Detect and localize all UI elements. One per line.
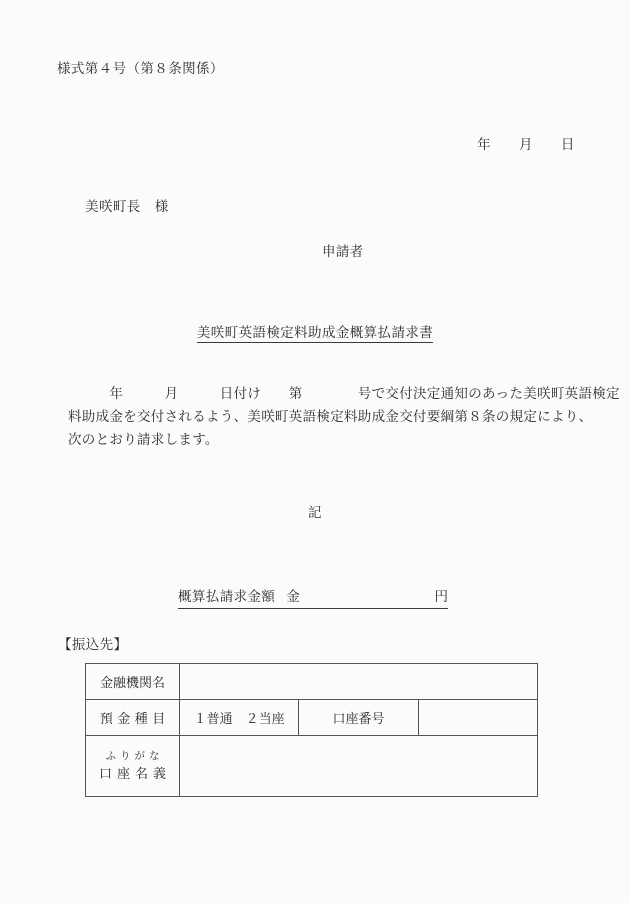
deposit-type-options[interactable]: １普通 ２当座 [180, 700, 299, 736]
bank-institution-value[interactable] [180, 664, 538, 700]
bank-institution-label: 金融機関名 [86, 664, 180, 700]
addressee-honorific: 様 [154, 198, 169, 214]
date-month-label: 月 [519, 136, 533, 152]
body-line-3: 次のとおり請求します。 [68, 432, 219, 447]
account-number-label: 口座番号 [299, 700, 418, 736]
date-year-label: 年 [477, 136, 492, 152]
deposit-type-label [86, 700, 180, 736]
document-title [0, 326, 630, 340]
account-holder-name-label: 口座名義 [98, 765, 171, 781]
amount-unit: 円 [434, 589, 448, 604]
addressee-name: 美咲町長 [85, 198, 141, 214]
document-title-text: 美咲町英語検定料助成金概算払請求書 [197, 325, 433, 343]
account-number-value[interactable] [418, 700, 537, 736]
ki-mark: 記 [308, 505, 322, 520]
addressee [70, 186, 169, 227]
bank-section-heading: 【振込先】 [58, 637, 128, 652]
form-number: 様式第４号（第８条関係） [57, 61, 224, 76]
account-holder-value[interactable] [180, 736, 538, 797]
date-line [462, 124, 575, 165]
deposit-type-label-text: 預金種目 [99, 711, 170, 726]
body-line-2: 料助成金を交付されるよう、美咲町英語検定料助成金交付要綱第８条の規定により、 [68, 409, 593, 424]
amount-request-line [178, 585, 448, 609]
table-row [86, 664, 538, 700]
bank-transfer-table [85, 663, 538, 797]
applicant-label: 申請者 [322, 244, 364, 259]
date-day-label: 日 [560, 136, 575, 152]
account-holder-furigana-label: ふりがな [105, 750, 164, 762]
amount-currency-prefix: 金 [286, 589, 300, 604]
table-row [86, 736, 538, 797]
body-line-1: 年 月 日付け 第 号で交付決定通知のあった美咲町英語検定 [68, 386, 620, 401]
account-holder-label [86, 736, 180, 797]
amount-label: 概算払請求金額 [178, 589, 276, 604]
body-paragraph [68, 382, 620, 451]
table-row [86, 700, 538, 736]
